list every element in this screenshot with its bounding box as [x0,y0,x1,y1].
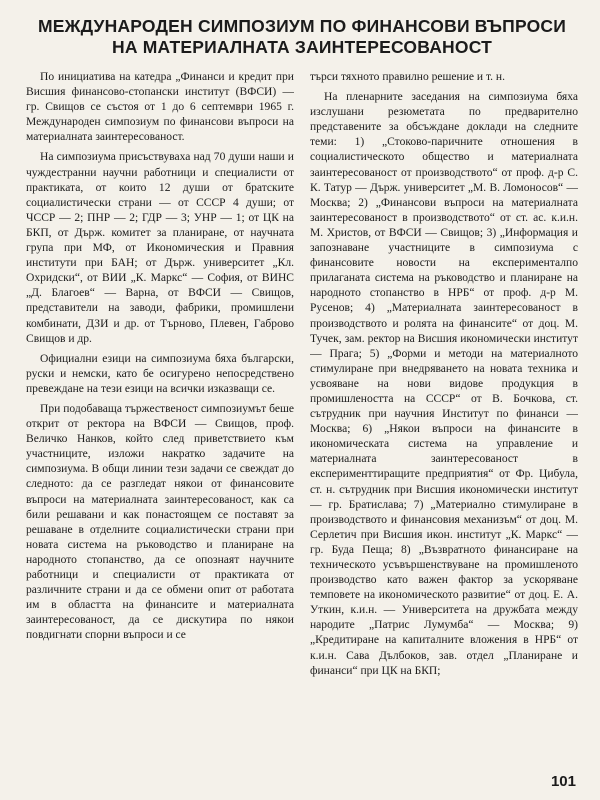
paragraph: По инициатива на катедра „Финанси и кредит при Висшия финансово-стопански институт (ВФСИ) — гр. Свищов се състоя от 1 до 6 септември 1965 г. Международен симпозиум по финансови въпроси на материалната заинтересованост. [26,71,294,144]
title-line-1: МЕЖДУНАРОДЕН СИМПОЗИУМ ПО ФИНАНСОВИ ВЪПРОСИ [37,16,567,36]
text-columns [26,70,578,760]
article-title [26,16,578,58]
paragraph: При подобаваща тържественост симпозиумът беше открит от ректора на ВФСИ — Свищов, проф. Величко Нанков, който след приветствието към участниците, изложи накратко задачите на симпозиума. В общи линии тези задачи се свеждат до следното: да се разгледат някои от финансовите въпроси на материалната заинтересованост, как са били решавани и как понастоящем се поставят за решаване в отделните социалистически страни при новата система на ръководство и планиране на народното стопанство, да се опознаят научните работници и специалисти от практиката от различните страни и да се обмени опит от работата им в областта на финансите и материалната заинтересованост, да се дискутира по някои повдигнати спорни въпроси и се [26,402,294,642]
paragraph: На симпозиума присъствуваха над 70 души наши и чуждестранни научни работници и специалисти от практиката, от които 12 души от братските социалистически страни — от СССР 4 души; от ЧССР — 2; ПНР — 2; ГДР — 3; УНР — 1; от ЦК на БКП, от Държ. комитет за планиране, от научната група при МФ, от Икономическия и Правния институти при БАН; от Държ. университет „Кл. Охридски“, от ВИИ „К. Маркс“ — София, от ВИНС „Д. Благоев“ — Варна, от ВФСИ — Свищов, представители на заводи, фабрики, промишлени комбинати, ДЗИ и др. от Търново, Плевен, Габрово Свищов и др. [26,151,294,345]
paragraph: търси тяхното правилно решение и т. н. [310,71,505,83]
right-column [310,70,578,760]
paragraph: Официални езици на симпозиума бяха български, руски и немски, като бе осигурено непосредствено превеждане на тези езици на всички изказващи се. [26,352,294,395]
title-line-2: НА МАТЕРИАЛНАТА ЗАИНТЕРЕСОВАНОСТ [111,37,492,57]
left-column [26,70,294,760]
page-number: 101 [550,773,576,790]
paragraph: На пленарните заседания на симпозиума бяха изслушани резюметата по предварително представените за обсъждане доклади на следните теми: 1) „Стоково-паричните отношения в социалистическото общество и материалната заинтересованост от производството“ от проф. д-р С. К. Татур — Държ. университет „М. В. Ломоносов“ — Москва; 2) „Финансови въпроси на материалната заинтересованост в производството“ от ст. ас. к.и.н. М. Христов, от ВФСИ — Свищов; 3) „Информация и запознаване участниците в симпозиума с финансовите новости на експерименталпо прилаганата система на ръководство и планиране на народното стопанство в НРБ“ от проф. д-р М. Русенов; 4) „Материалната заинтересованост в производството и ролята на финансите“ от доц. М. Тучек, зам. ректор на Висшия икономически институт — Прага; 5) „Форми и методи на материалното стимулиране при внедряването на новата техника и усвояване на нови видове продукция в промишлеността на СССР“ от В. Бочкова, ст. сътрудник при научния Институт по финанси — Москва; 6) „Някои въпроси на финансите в икономическата система на управление и материалната заинтересованост в експерименттиращите предприятия“ от Фр. Цибула, ст. н. сътрудник при Висшия икономически институт — гр. Братислава; 7) „Материално стимулиране в производството и финансовия механизъм“ от доц. М. Серлетич при Висшия икон. институт „К. Маркс“ — гр. Буда Пеща; 8) „Възвратното финансиране на техническото усъвършенствуване на промишленото производство като важен фактор за ускоряване темповете на икономическото развитие“ от доц. Е. А. Уткин, к.и.н. — Университета на дружбата между народите „Патрис Лумумба“ — Москва; 9) „Кредитиране на капиталните вложения в НРБ“ от к.и.н. Сава Дълбоков, зав. отдел „Планиране и финанси“ при ЦК на БКП; [310,91,578,677]
